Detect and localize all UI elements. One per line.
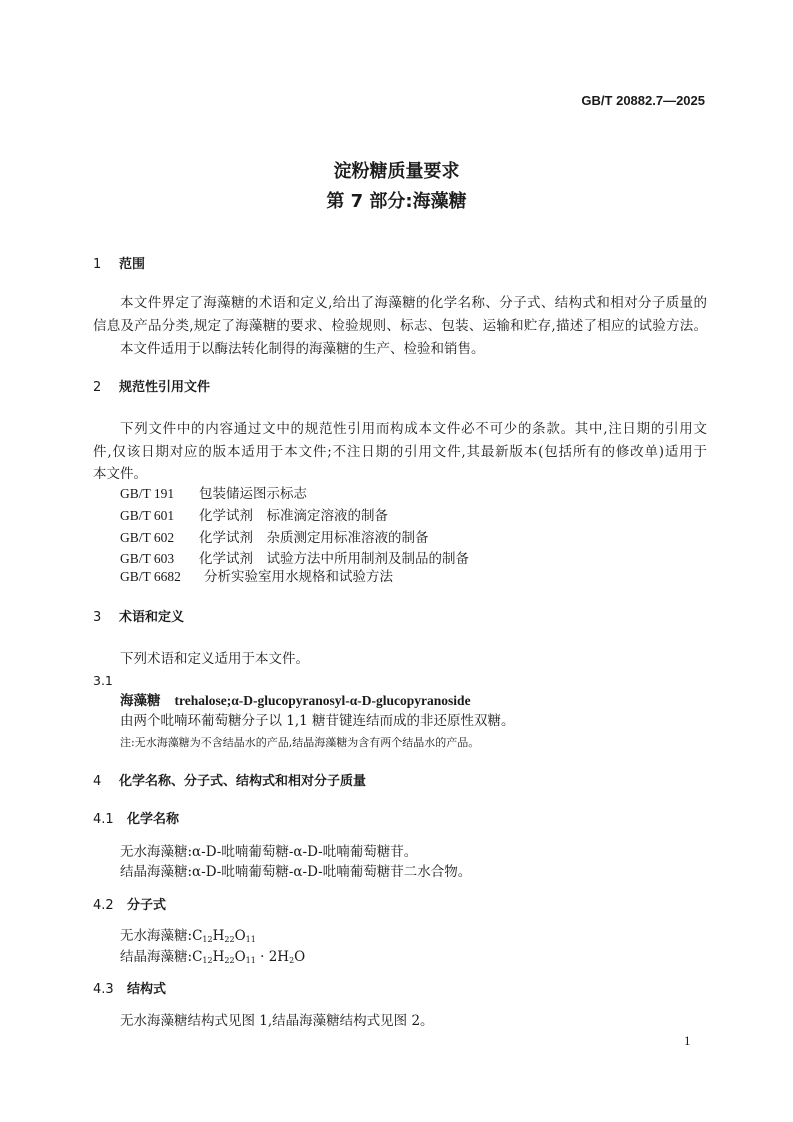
section-4-3-heading: 4.3 结构式 bbox=[93, 982, 167, 997]
section-1-heading: 1 范围 bbox=[93, 257, 146, 272]
reference-item: GB/T 601 化学试剂 标准滴定溶液的制备 bbox=[120, 508, 388, 524]
formula-dihydrate: 结晶海藻糖$:C_{12}H_{22}O_{11} \cdot 2H_2O$ bbox=[120, 949, 306, 965]
section-4-2-heading: 4.2 分子式 bbox=[93, 898, 167, 913]
paragraph: 下列术语和定义适用于本文件。 bbox=[120, 651, 309, 667]
section-3-heading: 3 术语和定义 bbox=[93, 610, 185, 625]
section-4-1-heading: 4.1 化学名称 bbox=[93, 812, 180, 827]
reference-item: GB/T 602 化学试剂 杂质测定用标准溶液的制备 bbox=[120, 530, 429, 546]
standard-number: GB/T 20882.7—2025 bbox=[581, 93, 705, 108]
paragraph-line: 本文件界定了海藻糖的术语和定义,给出了海藻糖的化学名称、分子式、结构式和相对分子质量的 bbox=[120, 295, 707, 311]
chemical-name-dihydrate: 结晶海藻糖:α-D-吡喃葡萄糖-α-D-吡喃葡萄糖苷二水合物。 bbox=[120, 864, 472, 880]
paragraph-line: 件,仅该日期对应的版本适用于本文件;不注日期的引用文件,其最新版本(包括所有的修改单)适用于 bbox=[93, 444, 707, 460]
document-subtitle: 第 7 部分:海藻糖 bbox=[326, 191, 467, 212]
term-entry: 海藻糖 trehalose;α-D-glucopyranosyl-α-D-glucopyranoside bbox=[120, 693, 471, 709]
paragraph-line: 信息及产品分类,规定了海藻糖的要求、检验规则、标志、包装、运输和贮存,描述了相应的试验方法。 bbox=[93, 318, 707, 334]
chemical-name-anhydrous: 无水海藻糖:α-D-吡喃葡萄糖-α-D-吡喃葡萄糖苷。 bbox=[120, 844, 418, 860]
reference-item: GB/T 191 包装储运图示标志 bbox=[120, 486, 307, 502]
section-2-heading: 2 规范性引用文件 bbox=[93, 380, 211, 395]
section-4-heading: 4 化学名称、分子式、结构式和相对分子质量 bbox=[93, 774, 367, 789]
term-definition: 由两个吡喃环葡萄糖分子以 1,1 糖苷键连结而成的非还原性双糖。 bbox=[120, 713, 515, 729]
paragraph: 本文件适用于以酶法转化制得的海藻糖的生产、检验和销售。 bbox=[120, 341, 485, 357]
paragraph: 无水海藻糖结构式见图 1,结晶海藻糖结构式见图 2。 bbox=[120, 1013, 434, 1029]
page-number: 1 bbox=[684, 1033, 691, 1048]
paragraph-line: 本文件。 bbox=[93, 466, 147, 482]
reference-item: GB/T 6682 分析实验室用水规格和试验方法 bbox=[120, 569, 393, 585]
reference-item: GB/T 603 化学试剂 试验方法中所用制剂及制品的制备 bbox=[120, 551, 469, 567]
formula-anhydrous: 无水海藻糖$:C_{12}H_{22}O_{11}$ bbox=[120, 928, 256, 944]
term-note: 注:无水海藻糖为不含结晶水的产品,结晶海藻糖为含有两个结晶水的产品。 bbox=[120, 736, 480, 749]
term-number: 3.1 bbox=[93, 673, 113, 688]
document-title: 淀粉糖质量要求 bbox=[333, 161, 460, 182]
paragraph-line: 下列文件中的内容通过文中的规范性引用而构成本文件必不可少的条款。其中,注日期的引用文 bbox=[120, 421, 707, 437]
